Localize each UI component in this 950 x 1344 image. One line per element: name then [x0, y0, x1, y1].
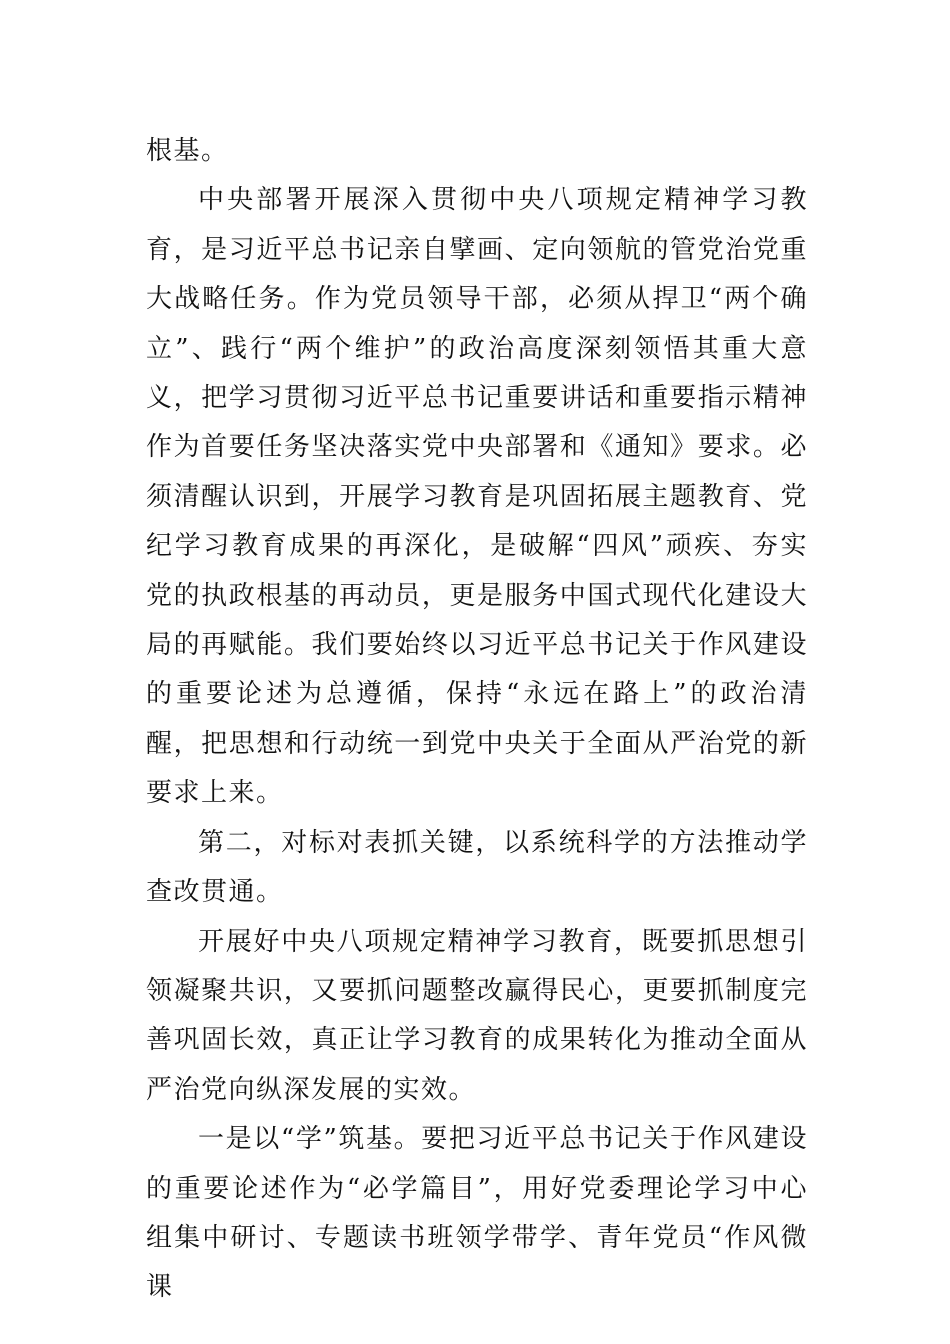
body-text: [146, 127, 808, 1313]
paragraph-continuation: 根基。: [146, 136, 229, 166]
paragraph-approach: 开展好中央八项规定精神学习教育，既要抓思想引领凝聚共识，又要抓问题整改赢得民心，更要抓制度完善巩固长效，真正让学习教育的成果转化为推动全面从严治党向纵深发展的实效。: [146, 926, 808, 1105]
paragraph-significance: 中央部署开展深入贯彻中央八项规定精神学习教育，是习近平总书记亲自擘画、定向领航的管党治党重大战略任务。作为党员领导干部，必须从捍卫“两个确立”、践行“两个维护”的政治高度深刻领悟其重大意义，把学习贯彻习近平总书记重要讲话和重要指示精神作为首要任务坚决落实党中央部署和《通知》要求。必须清醒认识到，开展学习教育是巩固拓展主题教育、党纪学习教育成果的再深化，是破解“四风”顽疾、夯实党的执政根基的再动员，更是服务中国式现代化建设大局的再赋能。我们要始终以习近平总书记关于作风建设的重要论述为总遵循，保持“永远在路上”的政治清醒，把思想和行动统一到党中央关于全面从严治党的新要求上来。: [146, 185, 808, 809]
section-heading-second: 第二，对标对表抓关键，以系统科学的方法推动学查改贯通。: [146, 827, 808, 908]
paragraph-study-foundation: 一是以“学”筑基。要把习近平总书记关于作风建设的重要论述作为“必学篇目”，用好党委理论学习中心组集中研讨、专题读书班领学带学、青年党员“作风微课: [146, 1124, 808, 1303]
